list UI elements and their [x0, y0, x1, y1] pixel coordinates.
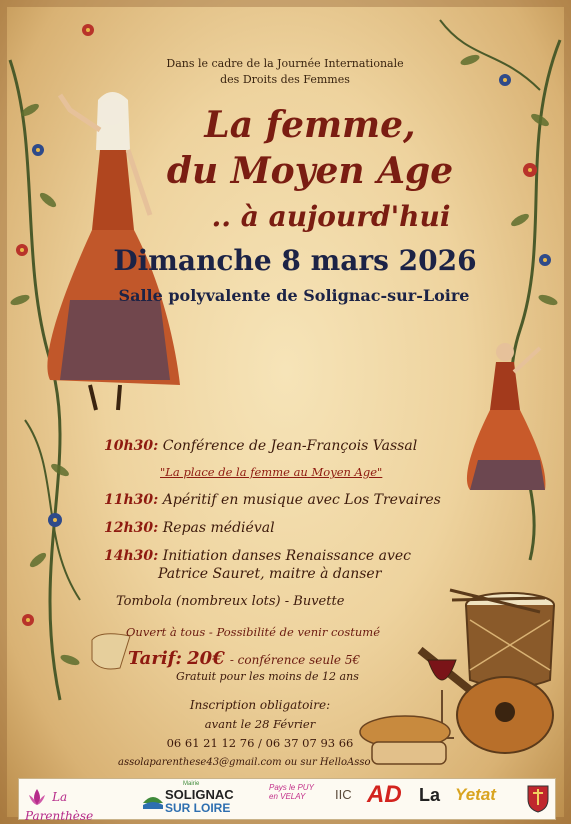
- tarif-label: Tarif:: [128, 648, 183, 669]
- logo-solignac: Mairie SOLIGNAC SUR LOIRE: [143, 781, 253, 809]
- program-text: Initiation danses Renaissance avec: [162, 548, 412, 564]
- logo-yetat: Yetat: [455, 785, 496, 804]
- tarif-price: 20€: [187, 648, 225, 669]
- inscription-deadline: avant le 28 Février: [204, 717, 316, 731]
- program-text: Repas médiéval: [162, 520, 275, 536]
- landscape-icon: [143, 789, 163, 809]
- intro-line-1: Dans le cadre de la Journée Internationale: [166, 57, 404, 70]
- program-item-4: [104, 548, 411, 564]
- intro-text: [140, 56, 430, 88]
- coat-of-arms-icon: [527, 785, 549, 813]
- tarif-conference: - conférence seule 5€: [229, 653, 361, 667]
- program-item-3: [104, 520, 275, 536]
- logo-la: La: [419, 785, 441, 805]
- inscription-email: assolaparenthese43@gmail.com ou sur HelloAsso: [118, 757, 371, 768]
- program-time: 10h30:: [104, 438, 159, 454]
- dance-teacher: Patrice Sauret, maitre à danser: [158, 566, 382, 582]
- event-date: Dimanche 8 mars 2026: [113, 244, 477, 277]
- event-venue: Salle polyvalente de Solignac-sur-Loire: [118, 286, 470, 305]
- tarif-free: Gratuit pour les moins de 12 ans: [176, 670, 359, 683]
- sponsor-logos-bar: [18, 778, 556, 823]
- tarif-line: [128, 648, 360, 669]
- logo-iic: IIC: [335, 787, 352, 802]
- program-item-1: [104, 438, 417, 454]
- inscription-title: Inscription obligatoire:: [189, 698, 331, 712]
- inscription-block: [100, 696, 420, 753]
- program-time: 11h30:: [104, 492, 159, 508]
- lotus-icon: [25, 785, 49, 809]
- logo-ad: AD: [367, 781, 402, 808]
- tombola: Tombola (nombreux lots) - Buvette: [116, 594, 345, 609]
- program-time: 14h30:: [104, 548, 159, 564]
- program-text: Conférence de Jean-François Vassal: [162, 438, 418, 454]
- conference-title: "La place de la femme au Moyen Age": [160, 465, 383, 479]
- program-time: 12h30:: [104, 520, 159, 536]
- program-text: Apéritif en musique avec Los Trevaires: [162, 492, 441, 508]
- inscription-phones: 06 61 21 12 76 / 06 37 07 93 66: [166, 736, 354, 750]
- program-item-2: [104, 492, 441, 508]
- logo-la-parenthese: La Parenthèse: [25, 785, 135, 813]
- title-line-1: La femme,: [204, 104, 416, 146]
- logo-pays-le-puy: Pays le PUY en VELAY: [269, 783, 314, 801]
- title-line-3: .. à aujourd'hui: [211, 200, 451, 233]
- open-to-all: Ouvert à tous - Possibilité de venir costumé: [126, 625, 380, 639]
- title-line-2: du Moyen Age: [166, 150, 454, 192]
- intro-line-2: des Droits des Femmes: [220, 73, 350, 86]
